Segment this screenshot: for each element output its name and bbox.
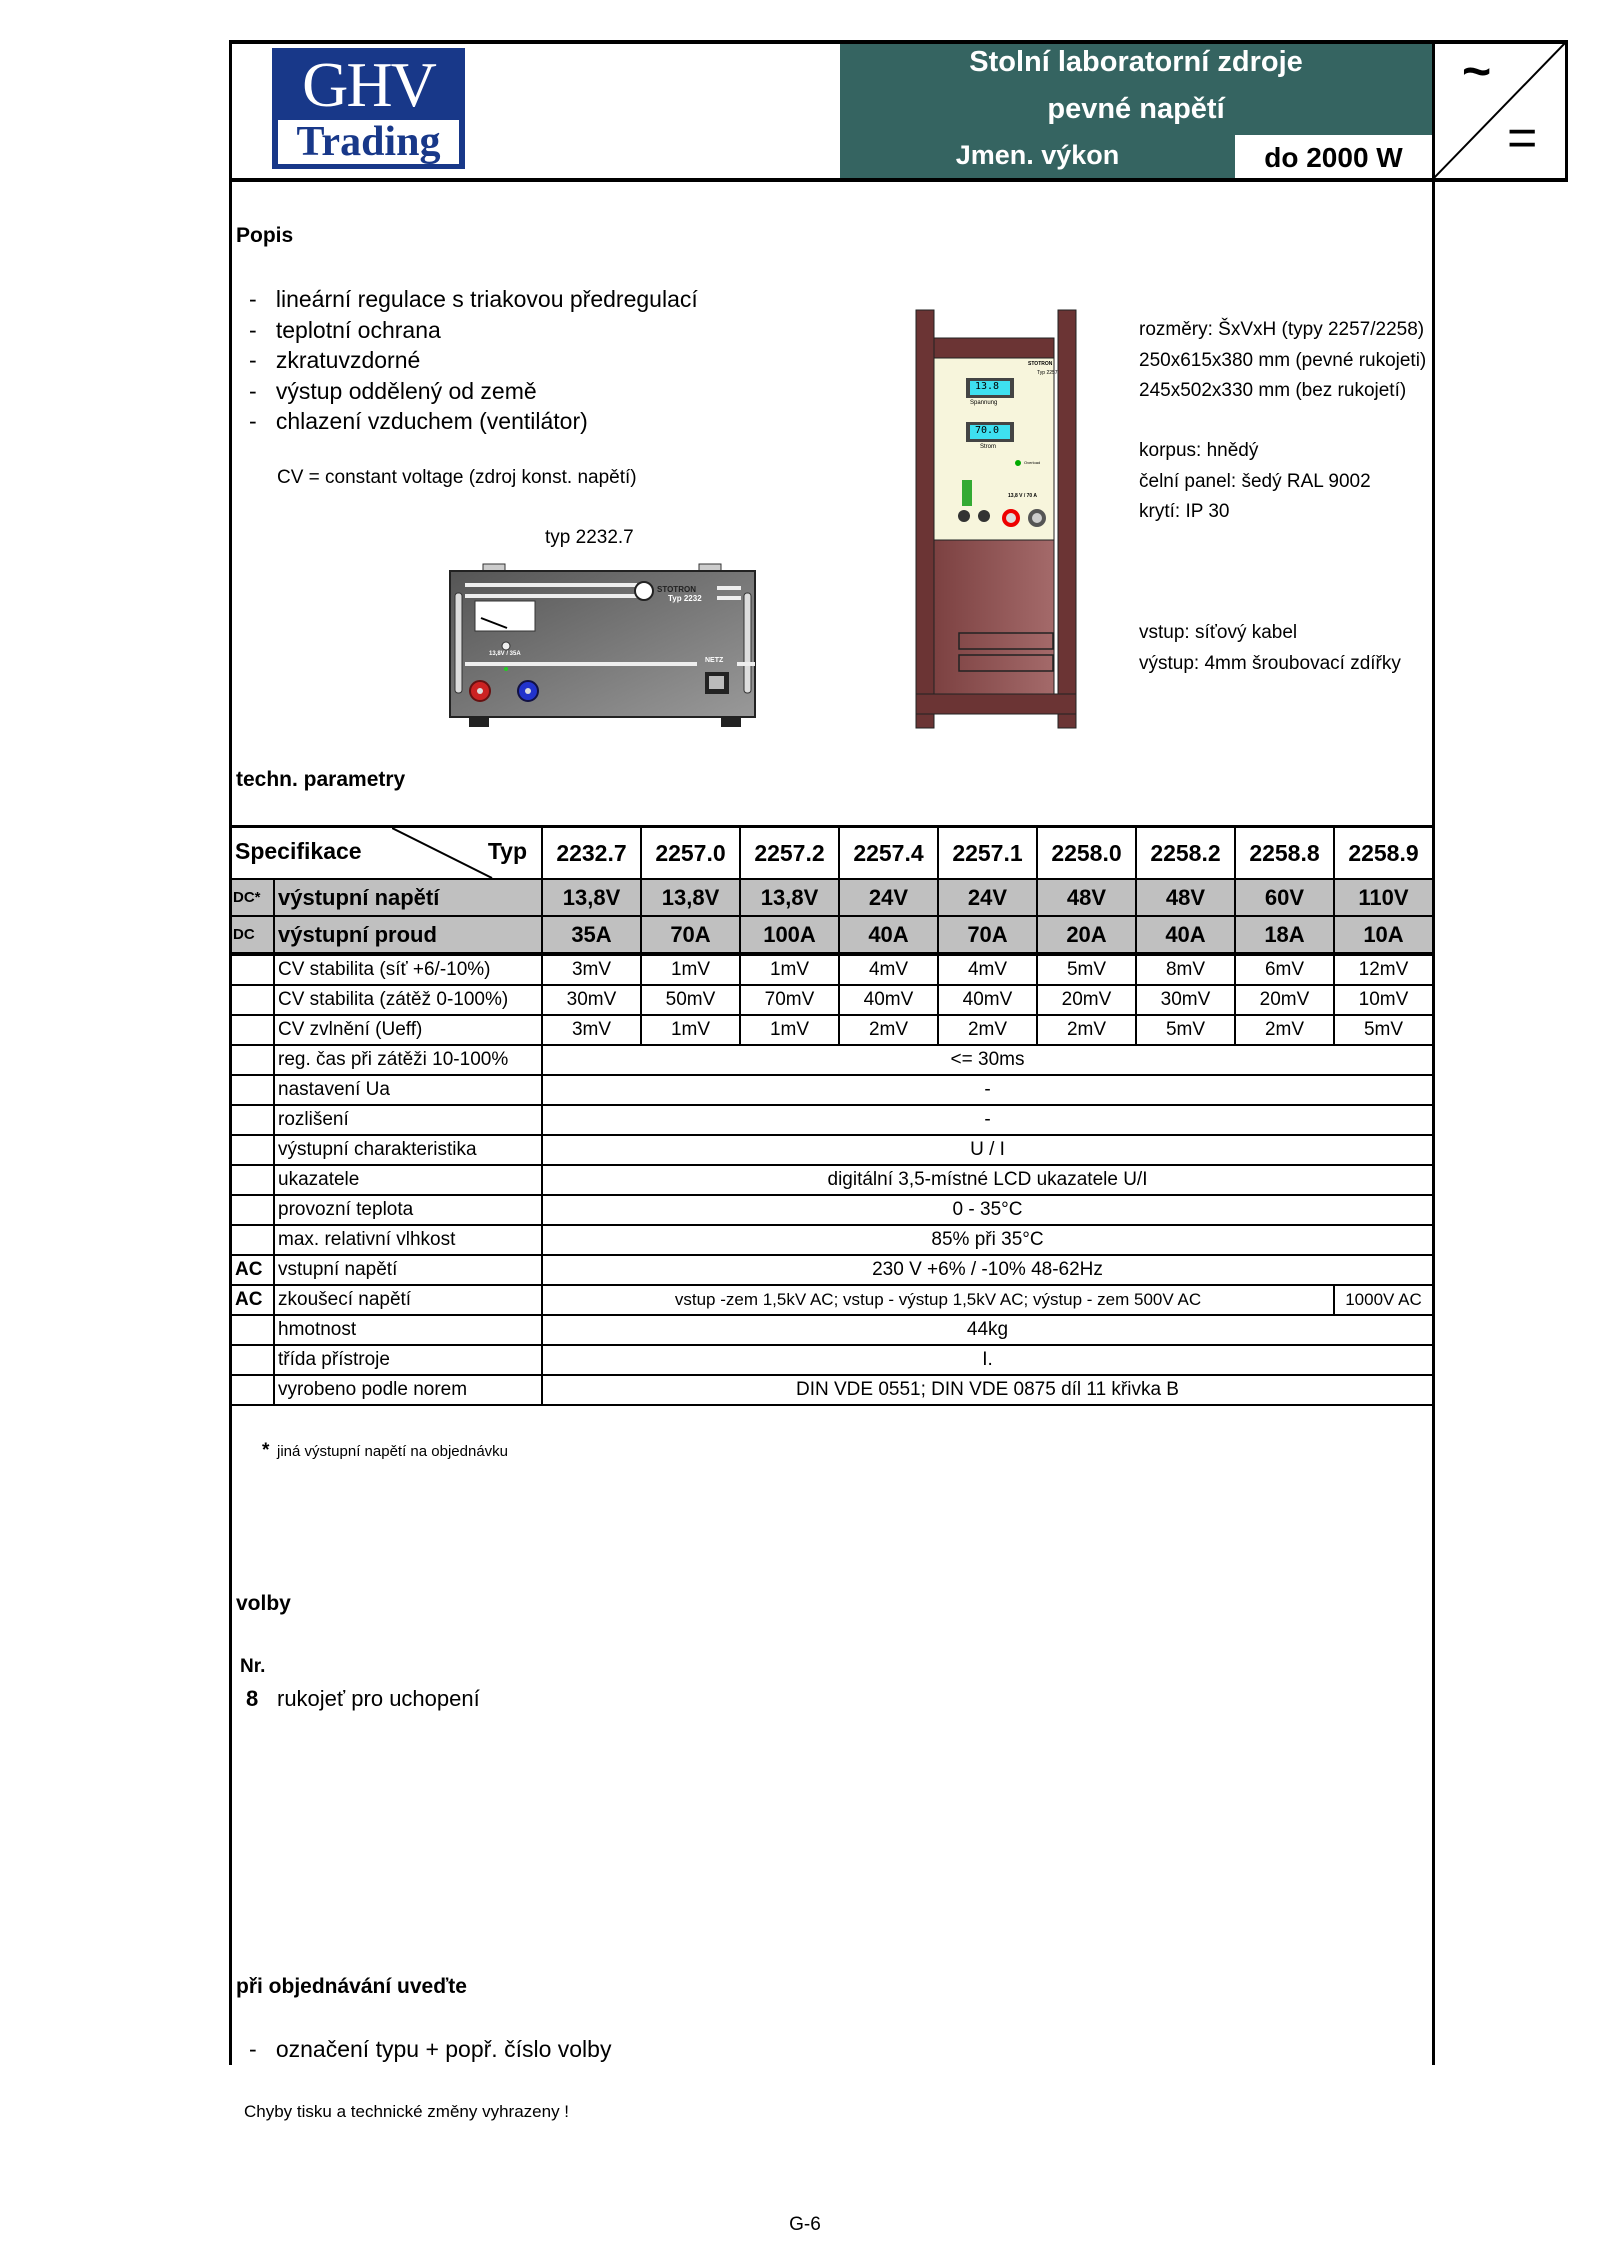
disclaimer: Chyby tisku a technické změny vyhrazeny ! xyxy=(244,2102,570,2121)
row-value: 1mV xyxy=(641,954,740,985)
feature-text: výstup oddělený od země xyxy=(275,377,537,404)
type-header: 2258.8 xyxy=(1235,827,1334,880)
row-label: max. relativní vlhkost xyxy=(274,1225,542,1255)
info-line: čelní panel: šedý RAL 9002 xyxy=(1139,470,1371,492)
row-value: 40mV xyxy=(839,985,938,1015)
row-label: vstupní napětí xyxy=(274,1255,542,1285)
page-subtitle: pevné napětí xyxy=(1047,93,1225,125)
io-info xyxy=(1139,618,1401,679)
row-value: 40A xyxy=(1136,916,1235,954)
row-prefix xyxy=(231,1045,274,1075)
device-type: Typ 2257 xyxy=(1037,370,1058,376)
logo-ghv: GHV xyxy=(302,49,435,120)
row-prefix xyxy=(231,1135,274,1165)
device-image-2232 xyxy=(447,560,758,730)
row-value: digitální 3,5-místné LCD ukazatele U/I xyxy=(542,1165,1433,1195)
row-value: 13,8V xyxy=(542,879,641,916)
row-label: nastavení Ua xyxy=(274,1075,542,1105)
table-row xyxy=(231,1015,1433,1045)
row-value: 20mV xyxy=(1235,985,1334,1015)
row-value: U / I xyxy=(542,1135,1433,1165)
table-row xyxy=(231,954,1433,985)
table-row xyxy=(231,1075,1433,1105)
row-prefix xyxy=(231,1345,274,1375)
row-value: 30mV xyxy=(1136,985,1235,1015)
row-prefix: AC xyxy=(231,1255,274,1285)
row-value: 110V xyxy=(1334,879,1433,916)
feature-item: - výstup oddělený od země xyxy=(249,377,537,404)
row-value: 100A xyxy=(740,916,839,954)
type-header: 2232.7 xyxy=(542,827,641,880)
table-row xyxy=(231,985,1433,1015)
dc-symbol: = xyxy=(1507,109,1538,167)
row-value: - xyxy=(542,1075,1433,1105)
row-value: 1mV xyxy=(740,1015,839,1045)
row-label: hmotnost xyxy=(274,1315,542,1345)
type-header: 2257.2 xyxy=(740,827,839,880)
row-value: 1mV xyxy=(740,954,839,985)
row-value: 6mV xyxy=(1235,954,1334,985)
header-border-bottom xyxy=(229,178,1568,182)
table-row xyxy=(231,1225,1433,1255)
row-label: reg. čas při zátěži 10-100% xyxy=(274,1045,542,1075)
table-row xyxy=(231,1135,1433,1165)
row-value: 40mV xyxy=(938,985,1037,1015)
row-value: 48V xyxy=(1037,879,1136,916)
row-value: vstup -zem 1,5kV AC; vstup - výstup 1,5kV AC; výstup - zem 500V AC xyxy=(542,1285,1334,1315)
row-prefix xyxy=(231,1225,274,1255)
device-type: Typ 2232 xyxy=(668,594,702,603)
row-value: 70mV xyxy=(740,985,839,1015)
row-prefix xyxy=(231,1165,274,1195)
row-value: 4mV xyxy=(938,954,1037,985)
row-prefix xyxy=(231,1315,274,1345)
order-heading: při objednávání uveďte xyxy=(236,1975,467,1998)
row-value: 13,8V xyxy=(740,879,839,916)
table-row xyxy=(231,1285,1433,1315)
table-row xyxy=(231,1255,1433,1285)
row-label: výstupní napětí xyxy=(274,879,542,916)
row-value: 2mV xyxy=(1037,1015,1136,1045)
row-prefix xyxy=(231,1075,274,1105)
housing-info xyxy=(1139,436,1371,528)
type-header: 2257.1 xyxy=(938,827,1037,880)
voltage-display: 13.8 xyxy=(974,381,1000,392)
feature-text: teplotní ochrana xyxy=(275,316,441,343)
spec-table xyxy=(230,825,1434,1406)
power-value: do 2000 W xyxy=(1235,135,1432,178)
feature-item: - zkratuvzdorné xyxy=(249,347,421,373)
table-row xyxy=(231,1165,1433,1195)
table-header-row xyxy=(231,827,1433,880)
row-label: CV zvlnění (Ueff) xyxy=(274,1015,542,1045)
row-prefix: DC xyxy=(231,916,274,954)
row-value: 3mV xyxy=(542,1015,641,1045)
dimensions-info xyxy=(1139,315,1426,407)
voltage-label: Spannung xyxy=(970,400,998,406)
row-value: <= 30ms xyxy=(542,1045,1433,1075)
option-nr: 8 xyxy=(246,1686,259,1711)
row-value: 20mV xyxy=(1037,985,1136,1015)
info-line: rozměry: ŠxVxH (typy 2257/2258) xyxy=(1139,319,1425,340)
power-label: Jmen. výkon xyxy=(955,140,1120,170)
ac-dc-symbol-icon xyxy=(1432,42,1567,180)
table-row xyxy=(231,1375,1433,1405)
row-value: 5mV xyxy=(1136,1015,1235,1045)
row-label: ukazatele xyxy=(274,1165,542,1195)
row-value: 30mV xyxy=(542,985,641,1015)
row-value: 230 V +6% / -10% 48-62Hz xyxy=(542,1255,1433,1285)
device-image-2257 xyxy=(910,308,1095,730)
device-brand: STOTRON xyxy=(1028,361,1053,367)
row-label: CV stabilita (síť +6/-10%) xyxy=(274,954,542,985)
typ-label: Typ xyxy=(487,838,527,864)
tech-heading: techn. parametry xyxy=(236,768,406,791)
footnote: jiná výstupní napětí na objednávku xyxy=(277,1443,508,1460)
row-value: 60V xyxy=(1235,879,1334,916)
row-value: 8mV xyxy=(1136,954,1235,985)
row-prefix: DC* xyxy=(231,879,274,916)
table-row xyxy=(231,1105,1433,1135)
logo-trading: Trading xyxy=(278,120,459,164)
row-value: 50mV xyxy=(641,985,740,1015)
table-row xyxy=(231,916,1433,954)
row-prefix xyxy=(231,954,274,985)
row-value: 10mV xyxy=(1334,985,1433,1015)
row-value: 3mV xyxy=(542,954,641,985)
overload-label: Overload xyxy=(1024,460,1041,465)
row-value: 70A xyxy=(641,916,740,954)
row-label: rozlišení xyxy=(274,1105,542,1135)
popis-heading: Popis xyxy=(236,224,294,247)
volby-heading: volby xyxy=(236,1592,291,1615)
feature-text: zkratuvzdorné xyxy=(275,347,421,373)
row-value: 12mV xyxy=(1334,954,1433,985)
table-row xyxy=(231,1195,1433,1225)
current-label: Strom xyxy=(980,444,997,450)
current-display: 70.0 xyxy=(974,425,1000,436)
row-value: 5mV xyxy=(1334,1015,1433,1045)
row-prefix xyxy=(231,1375,274,1405)
row-prefix xyxy=(231,1195,274,1225)
option-label: rukojeť pro uchopení xyxy=(277,1686,480,1711)
ac-symbol: ~ xyxy=(1462,43,1492,99)
spec-typ-header xyxy=(231,827,542,880)
row-label: výstupní charakteristika xyxy=(274,1135,542,1165)
feature-text: lineární regulace s triakovou předregulací xyxy=(275,286,698,312)
row-value: 44kg xyxy=(542,1315,1433,1345)
cv-note: CV = constant voltage (zdroj konst. napětí) xyxy=(277,467,637,488)
row-prefix xyxy=(231,1105,274,1135)
row-value: 1000V AC xyxy=(1334,1285,1433,1315)
spec-label: Specifikace xyxy=(235,838,362,864)
info-line: výstup: 4mm šroubovací zdířky xyxy=(1139,652,1401,674)
info-line: korpus: hnědý xyxy=(1139,440,1259,461)
row-label: zkoušecí napětí xyxy=(274,1285,542,1315)
page-number: G-6 xyxy=(789,2214,821,2235)
type-header: 2258.0 xyxy=(1037,827,1136,880)
row-value: 2mV xyxy=(839,1015,938,1045)
nr-label: Nr. xyxy=(240,1656,266,1677)
row-value: 24V xyxy=(938,879,1037,916)
footnote-mark: * xyxy=(262,1440,270,1461)
type-header: 2257.4 xyxy=(839,827,938,880)
image-caption: typ 2232.7 xyxy=(545,527,634,548)
row-label: provozní teplota xyxy=(274,1195,542,1225)
ghv-trading-logo xyxy=(272,48,465,169)
device-netz: NETZ xyxy=(705,657,724,664)
feature-item: - teplotní ochrana xyxy=(249,316,441,343)
row-value: 0 - 35°C xyxy=(542,1195,1433,1225)
row-value: 5mV xyxy=(1037,954,1136,985)
page-title: Stolní laboratorní zdroje xyxy=(969,46,1303,78)
row-label: třída přístroje xyxy=(274,1345,542,1375)
order-item: - označení typu + popř. číslo volby xyxy=(249,2036,612,2062)
feature-list xyxy=(249,284,698,437)
row-value: 4mV xyxy=(839,954,938,985)
row-prefix: AC xyxy=(231,1285,274,1315)
device-rating: 13,8V / 35A xyxy=(489,651,521,657)
info-line: 250x615x380 mm (pevné rukojeti) xyxy=(1139,349,1427,371)
order-text: označení typu + popř. číslo volby xyxy=(275,2036,612,2062)
type-header: 2257.0 xyxy=(641,827,740,880)
info-line: vstup: síťový kabel xyxy=(1139,622,1298,643)
table-row xyxy=(231,1345,1433,1375)
row-prefix xyxy=(231,1015,274,1045)
row-value: 70A xyxy=(938,916,1037,954)
row-value: 24V xyxy=(839,879,938,916)
row-value: 1mV xyxy=(641,1015,740,1045)
type-header: 2258.2 xyxy=(1136,827,1235,880)
row-value: DIN VDE 0551; DIN VDE 0875 díl 11 křivka B xyxy=(542,1375,1433,1405)
table-row xyxy=(231,1315,1433,1345)
row-label: CV stabilita (zátěž 0-100%) xyxy=(274,985,542,1015)
row-value: 13,8V xyxy=(641,879,740,916)
row-value: 48V xyxy=(1136,879,1235,916)
row-value: 2mV xyxy=(1235,1015,1334,1045)
row-label: vyrobeno podle norem xyxy=(274,1375,542,1405)
row-value: 18A xyxy=(1235,916,1334,954)
feature-item: - lineární regulace s triakovou předregulací xyxy=(249,286,698,312)
device-rating: 13,8 V / 70 A xyxy=(1008,493,1037,499)
feature-text: chlazení vzduchem (ventilátor) xyxy=(275,408,588,434)
row-label: výstupní proud xyxy=(274,916,542,954)
feature-item: - chlazení vzduchem (ventilátor) xyxy=(249,408,588,434)
row-value: 35A xyxy=(542,916,641,954)
table-row xyxy=(231,1045,1433,1075)
device-brand: STOTRON xyxy=(657,585,696,594)
row-value: 85% při 35°C xyxy=(542,1225,1433,1255)
info-line: krytí: IP 30 xyxy=(1139,501,1230,522)
row-value: 40A xyxy=(839,916,938,954)
type-header: 2258.9 xyxy=(1334,827,1433,880)
row-value: I. xyxy=(542,1345,1433,1375)
row-value: 10A xyxy=(1334,916,1433,954)
table-row xyxy=(231,879,1433,916)
row-value: - xyxy=(542,1105,1433,1135)
row-prefix xyxy=(231,985,274,1015)
row-value: 20A xyxy=(1037,916,1136,954)
info-line: 245x502x330 mm (bez rukojetí) xyxy=(1139,380,1407,401)
row-value: 2mV xyxy=(938,1015,1037,1045)
